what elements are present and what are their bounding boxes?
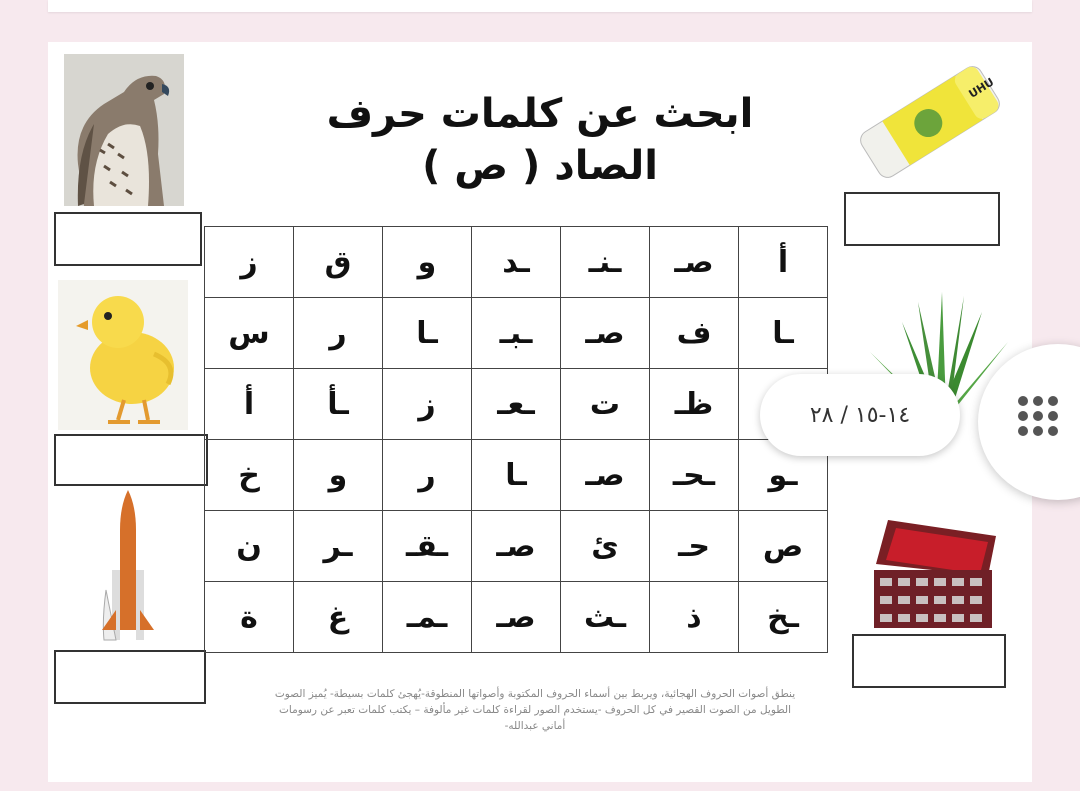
grid-cell: صـ bbox=[472, 582, 561, 653]
footer-line-2: الطويل من الصوت القصير في كل الحروف -يستخدم الصور لقراءة كلمات غير مألوفة – يكتب كلمات تعبر عن رسومات bbox=[279, 704, 791, 716]
title-line-1: ابحث عن كلمات حرف bbox=[326, 91, 754, 137]
grid-cell: ف bbox=[650, 298, 739, 369]
worksheet-title bbox=[250, 88, 830, 192]
grid-cell: ـا bbox=[383, 298, 472, 369]
grid-row bbox=[205, 511, 828, 582]
previous-page-edge bbox=[48, 0, 1032, 12]
grid-cell: ذ bbox=[650, 582, 739, 653]
grid-cell: ـقـ bbox=[383, 511, 472, 582]
grid-cell: أ bbox=[205, 369, 294, 440]
grid-cell: ـمـ bbox=[383, 582, 472, 653]
grid-row bbox=[205, 227, 828, 298]
grid-cell: و bbox=[294, 440, 383, 511]
grid-cell: ر bbox=[294, 298, 383, 369]
chick-image bbox=[58, 280, 188, 430]
grid-cell: ن bbox=[205, 511, 294, 582]
glue-stick-image bbox=[850, 52, 1010, 188]
letter-search-grid bbox=[204, 226, 828, 653]
grid-dots-icon bbox=[1018, 396, 1054, 444]
grid-cell: صـ bbox=[650, 227, 739, 298]
answer-box-chick[interactable] bbox=[54, 434, 208, 486]
grid-cell: ر bbox=[383, 440, 472, 511]
falcon-image bbox=[64, 54, 184, 206]
grid-cell: ئ bbox=[561, 511, 650, 582]
grid-cell: ـنـ bbox=[561, 227, 650, 298]
grid-cell: و bbox=[383, 227, 472, 298]
grid-cell: ـبـ bbox=[472, 298, 561, 369]
grid-cell: حـ bbox=[650, 511, 739, 582]
answer-box-rocket[interactable] bbox=[54, 650, 206, 704]
grid-cell: ز bbox=[383, 369, 472, 440]
grid-row bbox=[205, 440, 828, 511]
title-line-2: الصاد ( ص ) bbox=[422, 143, 658, 189]
answer-box-treasure-chest[interactable] bbox=[852, 634, 1006, 688]
grid-cell: س bbox=[205, 298, 294, 369]
treasure-chest-image bbox=[868, 514, 1000, 632]
grid-cell: غ bbox=[294, 582, 383, 653]
grid-cell: ـا bbox=[739, 298, 828, 369]
footer-line-1: ينطق أصوات الحروف الهجائية، ويربط بين أسماء الحروف المكتوبة وأصواتها المنطوقة-يُهجئ كلمات بسيطة- يُميز الصوت bbox=[274, 688, 796, 700]
svg-text:UHU: UHU bbox=[966, 75, 997, 101]
grid-cell: ت bbox=[561, 369, 650, 440]
grid-cell: ـحـ bbox=[650, 440, 739, 511]
grid-cell: صـ bbox=[472, 511, 561, 582]
answer-box-falcon[interactable] bbox=[54, 212, 202, 266]
grid-cell: ـد bbox=[472, 227, 561, 298]
grid-cell: ق bbox=[294, 227, 383, 298]
grid-cell: صـ bbox=[561, 440, 650, 511]
grid-cell: خ bbox=[205, 440, 294, 511]
grid-cell: صـ bbox=[561, 298, 650, 369]
grid-cell: ز bbox=[205, 227, 294, 298]
grid-row bbox=[205, 369, 828, 440]
grid-cell: ة bbox=[205, 582, 294, 653]
grid-cell: ـعـ bbox=[472, 369, 561, 440]
grid-cell: ـا bbox=[472, 440, 561, 511]
grid-cell: ص bbox=[739, 511, 828, 582]
grid-cell: أ bbox=[739, 227, 828, 298]
grid-cell: ـث bbox=[561, 582, 650, 653]
grid-row bbox=[205, 298, 828, 369]
footer-line-3: أماني عبدالله- bbox=[504, 720, 566, 732]
grid-cell: ـو bbox=[739, 440, 828, 511]
grid-cell: ـخ bbox=[739, 582, 828, 653]
grid-row bbox=[205, 582, 828, 653]
worksheet-footer bbox=[210, 686, 860, 734]
rocket-image bbox=[96, 490, 160, 650]
grid-cell: ظـ bbox=[650, 369, 739, 440]
answer-box-glue-stick[interactable] bbox=[844, 192, 1000, 246]
page-indicator: ١٤-١٥ / ٢٨ bbox=[760, 374, 960, 456]
grid-cell: ـأ bbox=[294, 369, 383, 440]
grid-cell: ـر bbox=[294, 511, 383, 582]
